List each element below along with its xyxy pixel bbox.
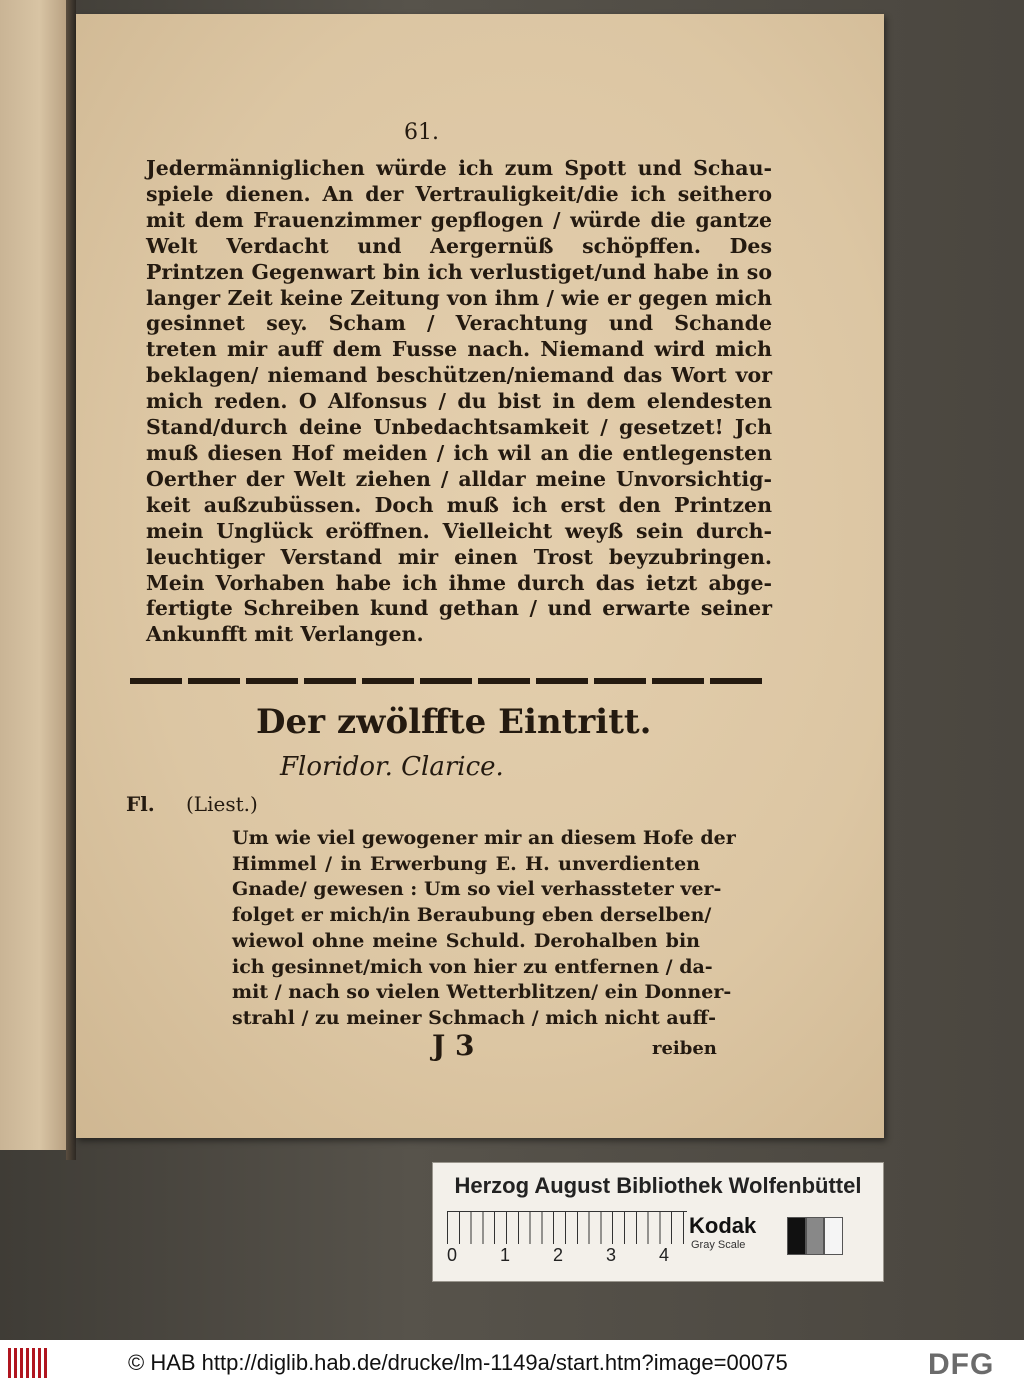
swatch-gray — [806, 1217, 825, 1255]
swatch-black — [787, 1217, 806, 1255]
text-line: mein Unglück eröffnen. Vielleicht weyß sein durch- — [146, 518, 772, 543]
text-line: gesinnet sey. Scham / Verachtung und Schande — [146, 311, 772, 336]
text-line: keit außzubüssen. Doch muß ich erst den Printzen — [146, 492, 772, 517]
ruler-label: 1 — [500, 1245, 511, 1265]
ruler-label: 4 — [659, 1245, 670, 1265]
letter-line: mit / nach so vielen Wetterblitzen/ ein Donner- — [232, 981, 732, 1004]
text-line: Printzen Gegenwart bin ich verlustiget/und habe in so — [146, 259, 772, 284]
text-line: mit dem Frauenzimmer gepflogen / würde die gantze — [146, 207, 772, 232]
copyright-link[interactable]: © HAB http://diglib.hab.de/drucke/lm-1149a/start.htm?image=00075 — [128, 1350, 788, 1375]
gray-swatches — [787, 1217, 843, 1255]
text-line: langer Zeit keine Zeitung von ihm / wie er gegen mich — [146, 285, 772, 310]
letter-text — [232, 826, 736, 1032]
text-line: Oerther der Welt ziehen / alldar meine Unvorsichtig- — [146, 466, 772, 491]
letter-line: Um wie viel gewogener mir an diesem Hofe der — [232, 827, 736, 849]
scene-heading: Der zwölffte Eintritt. — [256, 702, 652, 742]
footer-bar — [0, 1340, 1024, 1386]
letter-line: wiewol ohne meine Schuld. Derohalben bin — [232, 929, 700, 952]
letter-line: strahl / zu meiner Schmach / mich nicht auff- — [232, 1006, 716, 1029]
signature-mark: J 3 — [432, 1029, 475, 1062]
swatch-white — [824, 1217, 843, 1255]
ornamental-divider — [130, 678, 764, 684]
color-target-card — [432, 1162, 884, 1282]
text-line: Welt Verdacht und Aergernüß schöpffen. Des — [146, 233, 772, 258]
text-line: Stand/durch deine Unbedachtsamkeit / gesetzet! Jch — [146, 415, 772, 440]
gray-scale-label: Gray Scale — [691, 1239, 746, 1251]
body-text — [146, 156, 772, 648]
ruler-label: 2 — [553, 1245, 564, 1265]
text-line: beklagen/ niemand beschützen/niemand das Wort vor — [146, 363, 772, 388]
text-line: Ankunfft mit Verlangen. — [146, 622, 424, 647]
library-name: Herzog August Bibliothek Wolfenbüttel — [454, 1173, 862, 1198]
letter-line: Himmel / in Erwerbung E. H. unverdienten — [232, 852, 700, 875]
catchword: reiben — [652, 1038, 717, 1059]
letter-line: folget er mich/in Beraubung eben derselben/ — [232, 904, 712, 927]
text-line: fertigte Schreiben kund gethan / und erwarte seiner — [146, 596, 772, 621]
letter-line: ich gesinnet/mich von hier zu entfernen / da- — [232, 955, 713, 978]
text-line: treten mir auff dem Fusse nach. Niemand wird mich — [146, 337, 772, 362]
page-number: 61. — [404, 120, 439, 145]
letter-line: Gnade/ gewesen : Um so viel verhassteter ver- — [232, 878, 722, 901]
text-line: leuchtiger Verstand mir einen Trost beyzubringen. — [146, 544, 772, 569]
text-line: Jedermänniglichen würde ich zum Spott und Schau- — [146, 156, 772, 180]
ruler-label: 0 — [447, 1245, 458, 1265]
facing-page-edge — [0, 0, 68, 1150]
stage-direction: (Liest.) — [186, 792, 258, 816]
scene-characters: Floridor. Clarice. — [280, 752, 504, 782]
kodak-logo: Kodak — [689, 1213, 757, 1238]
scale-ruler — [447, 1211, 687, 1244]
dfg-logo: DFG — [928, 1348, 995, 1381]
text-line: Mein Vorhaben habe ich ihme durch das ietzt abge- — [146, 570, 772, 595]
ruler-label: 3 — [606, 1245, 617, 1265]
text-line: muß diesen Hof meiden / ich wil an die entlegensten — [146, 440, 772, 465]
speaker-label: Fl. — [126, 792, 155, 816]
text-line: mich reden. O Alfonsus / du bist in dem elendesten — [146, 389, 772, 414]
text-line: spiele dienen. An der Vertrauligkeit/die ich seithero — [146, 181, 772, 206]
barcode-icon — [8, 1348, 48, 1378]
book-spine — [66, 0, 76, 1160]
book-page — [76, 14, 884, 1138]
